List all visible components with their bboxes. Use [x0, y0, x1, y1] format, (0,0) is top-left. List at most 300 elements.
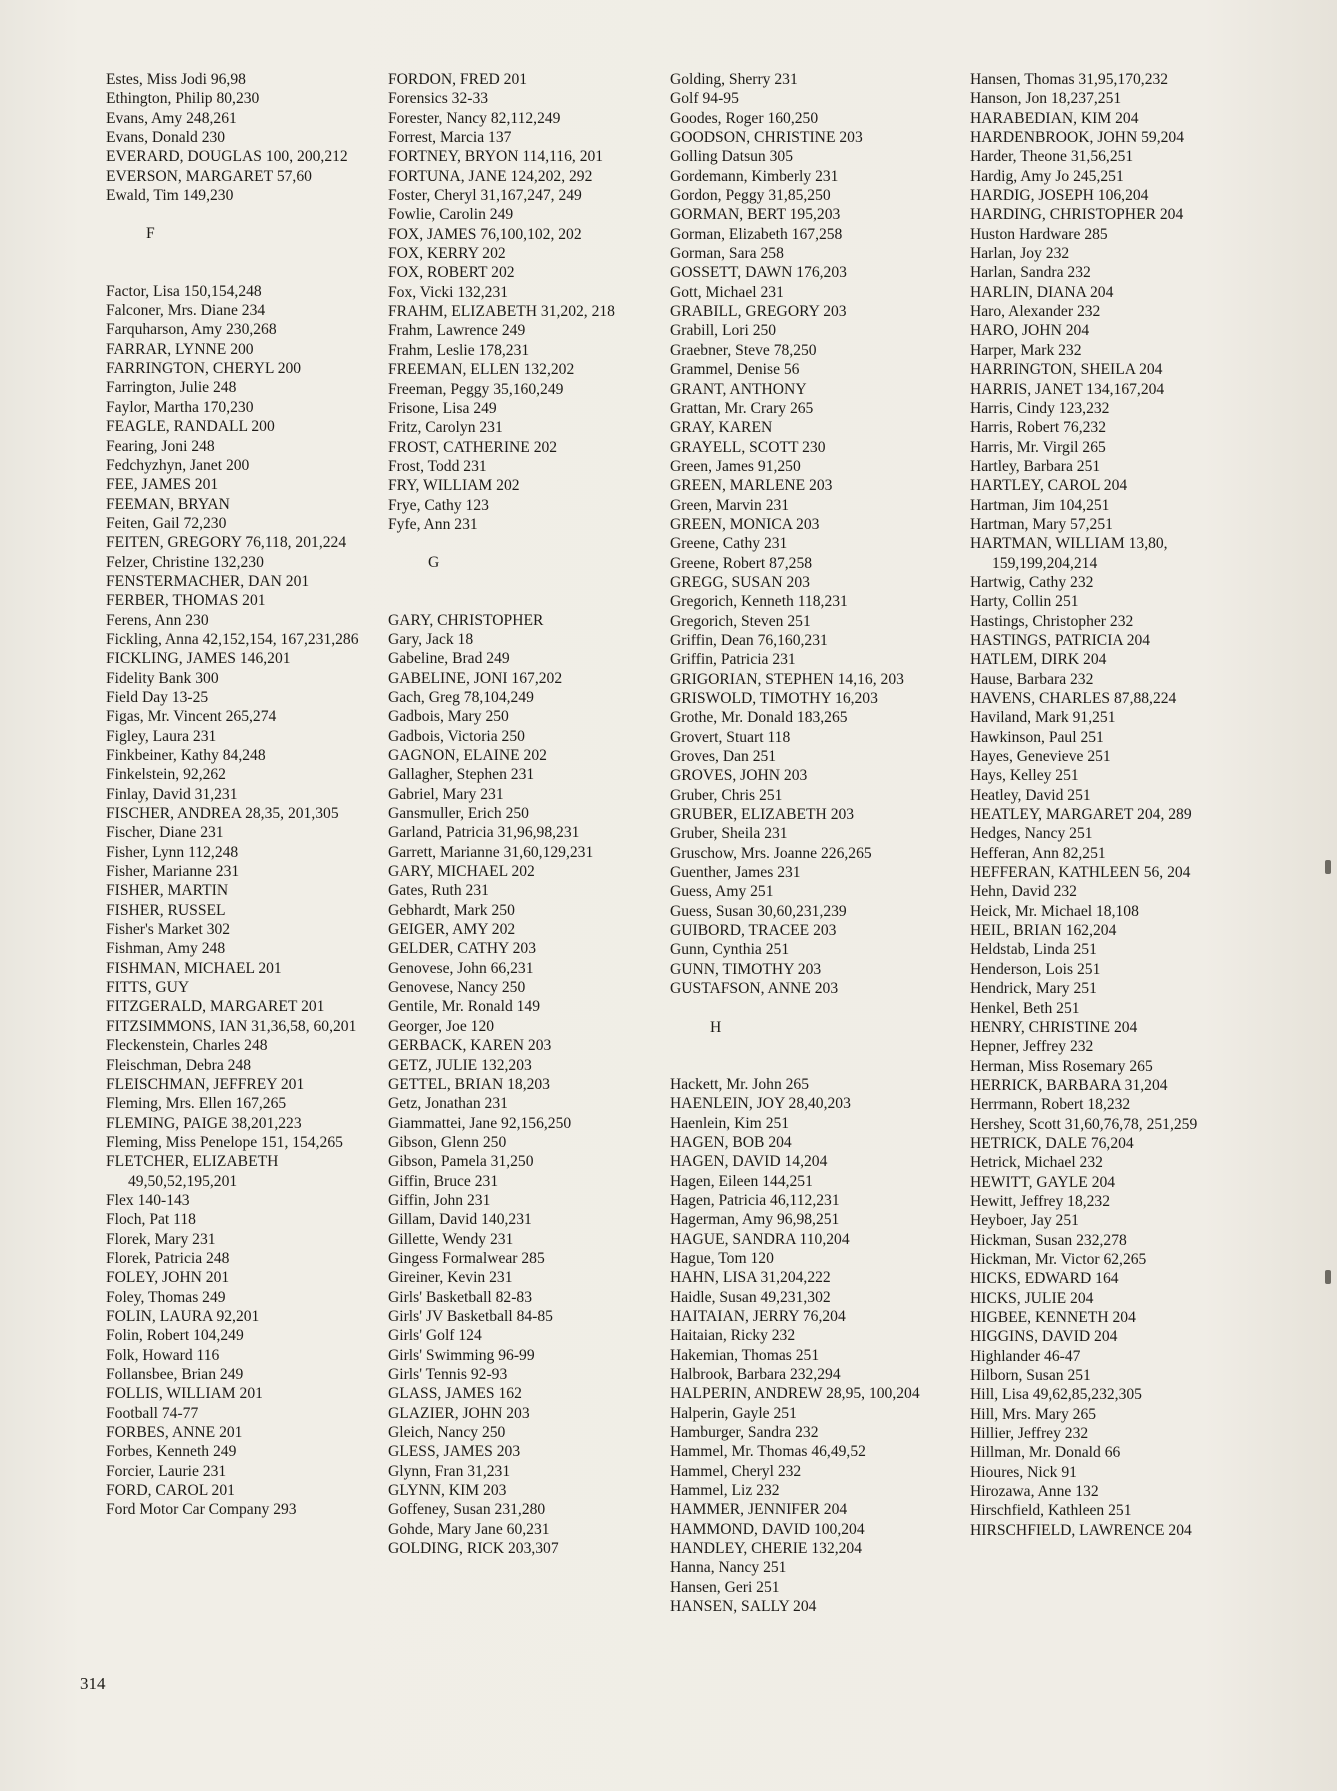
- index-entry: Field Day 13-25: [106, 688, 209, 706]
- index-entry: Hagen, Eileen 144,251: [670, 1172, 813, 1190]
- index-entry: FOLLIS, WILLIAM 201: [106, 1385, 263, 1403]
- index-entry: FORDON, FRED 201: [388, 71, 528, 88]
- index-entry: HEIL, BRIAN 162,204: [970, 922, 1117, 940]
- index-entry: GRABILL, GREGORY 203: [670, 303, 847, 321]
- index-column-3: [670, 70, 955, 1616]
- index-entry: HEWITT, GAYLE 204: [970, 1173, 1116, 1191]
- index-entry: GREEN, MONICA 203: [670, 515, 820, 533]
- index-entry: FORBES, ANNE 201: [106, 1424, 243, 1442]
- index-entry: GRAY, KAREN: [670, 419, 773, 437]
- index-entry: GAGNON, ELAINE 202: [388, 747, 547, 764]
- index-column-2: [388, 70, 658, 1558]
- index-entry: FARRAR, LYNNE 200: [106, 340, 254, 358]
- index-entry: Hehn, David 232: [970, 883, 1077, 901]
- index-entry: Finlay, David 31,231: [106, 785, 238, 803]
- index-entry: Greene, Cathy 231: [670, 535, 788, 553]
- index-entry: Ferens, Ann 230: [106, 611, 209, 629]
- index-entry: FITZSIMMONS, IAN 31,36,58, 60,201: [106, 1017, 357, 1035]
- index-entry: Guess, Amy 251: [670, 883, 774, 901]
- index-entry: Florek, Patricia 248: [106, 1249, 230, 1267]
- index-entry: GELDER, CATHY 203: [388, 940, 536, 958]
- index-entry: Hefferan, Ann 82,251: [970, 844, 1106, 862]
- index-entry: Forester, Nancy 82,112,249: [388, 109, 561, 127]
- index-entry: HETRICK, DALE 76,204: [970, 1134, 1134, 1152]
- index-entry: HAENLEIN, JOY 28,40,203: [670, 1095, 851, 1113]
- index-entry: Fleckenstein, Charles 248: [106, 1037, 268, 1055]
- index-entry: Fleming, Miss Penelope 151, 154,265: [106, 1133, 343, 1151]
- index-entry: Grovert, Stuart 118: [670, 728, 791, 746]
- index-entry: HARO, JOHN 204: [970, 322, 1090, 340]
- index-entry: Flex 140-143: [106, 1191, 190, 1209]
- index-entry: FOX, KERRY 202: [388, 245, 506, 263]
- index-entry: Gary, Jack 18: [388, 630, 474, 648]
- index-entry: Gruschow, Mrs. Joanne 226,265: [670, 844, 872, 862]
- index-entry: Forensics 32-33: [388, 90, 489, 108]
- index-entry: GUSTAFSON, ANNE 203: [670, 980, 839, 998]
- index-entry: Huston Hardware 285: [970, 225, 1108, 243]
- index-entry: FLEMING, PAIGE 38,201,223: [106, 1114, 302, 1132]
- index-entry: GABELINE, JONI 167,202: [388, 669, 563, 687]
- index-entry: HARTLEY, CAROL 204: [970, 477, 1128, 495]
- index-entry: Hastings, Christopher 232: [970, 612, 1134, 630]
- index-entry: FOX, ROBERT 202: [388, 264, 515, 282]
- index-entry: FORTNEY, BRYON 114,116, 201: [388, 148, 604, 166]
- index-entry: Gott, Michael 231: [670, 283, 784, 301]
- index-entry: HICKS, JULIE 204: [970, 1289, 1094, 1307]
- index-entry: Gillette, Wendy 231: [388, 1230, 514, 1248]
- index-entry: Groves, Dan 251: [670, 748, 777, 766]
- section-letter-heading: G: [428, 554, 440, 572]
- index-entry: HARRIS, JANET 134,167,204: [970, 380, 1165, 398]
- index-entry: Harris, Robert 76,232: [970, 419, 1106, 437]
- index-entry: FEITEN, GREGORY 76,118, 201,224: [106, 534, 347, 552]
- index-entry: Frisone, Lisa 249: [388, 399, 497, 417]
- index-entry: Hagerman, Amy 96,98,251: [670, 1211, 840, 1229]
- index-entry: Hartley, Barbara 251: [970, 457, 1101, 475]
- index-entry: Hammel, Cheryl 232: [670, 1462, 802, 1480]
- index-entry: Fisher, Marianne 231: [106, 863, 240, 881]
- index-entry: GROVES, JOHN 203: [670, 767, 808, 785]
- index-entry: Graebner, Steve 78,250: [670, 341, 817, 359]
- index-entry: Estes, Miss Jodi 96,98: [106, 71, 246, 88]
- index-entry: Hakemian, Thomas 251: [670, 1346, 820, 1364]
- index-entry: Hanna, Nancy 251: [670, 1559, 787, 1577]
- index-entry: FLETCHER, ELIZABETH 49,50,52,195,201: [106, 1153, 279, 1190]
- index-entry: HICKS, EDWARD 164: [970, 1270, 1119, 1288]
- index-entry: Harlan, Joy 232: [970, 245, 1070, 263]
- index-entry: Halbrook, Barbara 232,294: [670, 1366, 841, 1383]
- index-entry: HARLIN, DIANA 204: [970, 283, 1114, 301]
- index-entry: GRISWOLD, TIMOTHY 16,203: [670, 690, 878, 707]
- index-entry: Glynn, Fran 31,231: [388, 1462, 511, 1480]
- index-entry: Hansen, Thomas 31,95,170,232: [970, 71, 1169, 88]
- index-entry: Gibson, Glenn 250: [388, 1133, 507, 1151]
- index-entry: Golding, Sherry 231: [670, 71, 798, 88]
- index-entry: FERBER, THOMAS 201: [106, 592, 266, 610]
- index-entry: FEAGLE, RANDALL 200: [106, 418, 275, 436]
- index-entry: Figas, Mr. Vincent 265,274: [106, 708, 277, 726]
- index-entry: Girls' Basketball 82-83: [388, 1288, 532, 1306]
- index-entry: GREGG, SUSAN 203: [670, 573, 810, 591]
- index-entry: Hansen, Geri 251: [670, 1578, 780, 1596]
- index-entry: Forrest, Marcia 137: [388, 129, 512, 147]
- index-entry: GUIBORD, TRACEE 203: [670, 922, 837, 940]
- index-entry: GRAYELL, SCOTT 230: [670, 438, 826, 456]
- index-entry: FORD, CAROL 201: [106, 1482, 235, 1500]
- index-entry: HEFFERAN, KATHLEEN 56, 204: [970, 864, 1191, 882]
- index-entry: Folin, Robert 104,249: [106, 1327, 244, 1345]
- index-entry: HIGBEE, KENNETH 204: [970, 1309, 1136, 1326]
- index-entry: Gach, Greg 78,104,249: [388, 688, 534, 706]
- index-entry: Goodes, Roger 160,250: [670, 109, 819, 127]
- index-entry: Heick, Mr. Michael 18,108: [970, 902, 1139, 920]
- index-entry: Ewald, Tim 149,230: [106, 187, 234, 205]
- index-entry: Hardig, Amy Jo 245,251: [970, 167, 1124, 185]
- index-entry: Harper, Mark 232: [970, 341, 1082, 359]
- index-entry: GOLDING, RICK 203,307: [388, 1540, 559, 1558]
- index-entry: Herman, Miss Rosemary 265: [970, 1057, 1153, 1075]
- index-entry: Hillman, Mr. Donald 66: [970, 1444, 1121, 1462]
- index-entry: Haviland, Mark 91,251: [970, 709, 1116, 727]
- index-entry: Fisher, Lynn 112,248: [106, 843, 239, 861]
- index-entry: Grattan, Mr. Crary 265: [670, 399, 814, 417]
- index-entry: Hartman, Mary 57,251: [970, 515, 1113, 533]
- index-entry: Farrington, Julie 248: [106, 379, 237, 397]
- index-entry: Girls' Swimming 96-99: [388, 1346, 535, 1364]
- index-entry: GETTEL, BRIAN 18,203: [388, 1075, 550, 1093]
- index-entry: Hammel, Mr. Thomas 46,49,52: [670, 1443, 866, 1461]
- index-entry: Gruber, Sheila 231: [670, 825, 788, 843]
- index-column-4: [970, 70, 1250, 1540]
- index-entry: Hartman, Jim 104,251: [970, 496, 1110, 514]
- index-entry: Hetrick, Michael 232: [970, 1154, 1103, 1172]
- index-entry: Gates, Ruth 231: [388, 882, 489, 900]
- index-entry: Goffeney, Susan 231,280: [388, 1501, 546, 1519]
- index-entry: Fritz, Carolyn 231: [388, 419, 503, 437]
- index-entry: Hepner, Jeffrey 232: [970, 1038, 1094, 1056]
- index-entry: Gordon, Peggy 31,85,250: [670, 187, 831, 205]
- index-entry: Ethington, Philip 80,230: [106, 90, 260, 108]
- index-entry: Gansmuller, Erich 250: [388, 805, 529, 823]
- index-entry: HARTMAN, WILLIAM 13,80, 159,199,204,214: [970, 535, 1168, 572]
- index-entry: Gabriel, Mary 231: [388, 785, 504, 803]
- index-entry: Giffin, John 231: [388, 1191, 491, 1209]
- index-entry: FARRINGTON, CHERYL 200: [106, 360, 302, 378]
- index-entry: HALPERIN, ANDREW 28,95, 100,204: [670, 1385, 920, 1403]
- index-entry: FORTUNA, JANE 124,202, 292: [388, 167, 593, 185]
- index-entry: Gallagher, Stephen 231: [388, 766, 535, 784]
- index-entry: HAITAIAN, JERRY 76,204: [670, 1307, 846, 1325]
- index-entry: Fleischman, Debra 248: [106, 1056, 252, 1074]
- index-entry: Finkbeiner, Kathy 84,248: [106, 747, 266, 764]
- index-entry: Hayes, Genevieve 251: [970, 748, 1111, 766]
- index-entry: Fearing, Joni 248: [106, 437, 215, 455]
- index-entry: FRAHM, ELIZABETH 31,202, 218: [388, 303, 615, 321]
- index-entry: FICKLING, JAMES 146,201: [106, 650, 291, 668]
- index-entry: Griffin, Patricia 231: [670, 651, 796, 669]
- index-entry: Haenlein, Kim 251: [670, 1114, 790, 1132]
- index-entry: Hioures, Nick 91: [970, 1463, 1077, 1481]
- index-entry: Grothe, Mr. Donald 183,265: [670, 709, 848, 727]
- index-entry: Hirschfield, Kathleen 251: [970, 1502, 1132, 1520]
- index-entry: Falconer, Mrs. Diane 234: [106, 302, 266, 320]
- index-entry: HANSEN, SALLY 204: [670, 1598, 817, 1616]
- index-entry: Guess, Susan 30,60,231,239: [670, 902, 847, 920]
- index-entry: Felzer, Christine 132,230: [106, 553, 264, 571]
- index-entry: GERBACK, KAREN 203: [388, 1037, 552, 1055]
- index-entry: Gentile, Mr. Ronald 149: [388, 998, 541, 1016]
- index-entry: GREEN, MARLENE 203: [670, 477, 833, 495]
- index-entry: Hershey, Scott 31,60,76,78, 251,259: [970, 1115, 1198, 1133]
- index-entry: Guenther, James 231: [670, 864, 801, 882]
- index-entry: HIGGINS, DAVID 204: [970, 1328, 1118, 1346]
- index-entry: Fowlie, Carolin 249: [388, 206, 514, 224]
- index-entry: Haitaian, Ricky 232: [670, 1327, 796, 1345]
- section-letter-heading: H: [710, 1018, 722, 1036]
- index-entry: FENSTERMACHER, DAN 201: [106, 572, 310, 590]
- index-entry: Getz, Jonathan 231: [388, 1095, 508, 1113]
- index-entry: Halperin, Gayle 251: [670, 1404, 797, 1422]
- index-entry: GUNN, TIMOTHY 203: [670, 960, 822, 978]
- index-entry: HASTINGS, PATRICIA 204: [970, 631, 1151, 649]
- index-entry: GLESS, JAMES 203: [388, 1443, 521, 1461]
- index-entry: HIRSCHFIELD, LAWRENCE 204: [970, 1521, 1192, 1539]
- index-entry: Factor, Lisa 150,154,248: [106, 282, 262, 300]
- index-entry: Heldstab, Linda 251: [970, 941, 1097, 959]
- index-entry: Golf 94-95: [670, 90, 739, 108]
- index-entry: HARDING, CHRISTOPHER 204: [970, 206, 1184, 224]
- index-entry: HAVENS, CHARLES 87,88,224: [970, 690, 1177, 707]
- index-entry: GLYNN, KIM 203: [388, 1482, 507, 1500]
- index-entry: Floch, Pat 118: [106, 1211, 196, 1229]
- index-entry: Haidle, Susan 49,231,302: [670, 1288, 831, 1306]
- index-entry: Gregorich, Kenneth 118,231: [670, 593, 848, 611]
- index-entry: Hillier, Jeffrey 232: [970, 1425, 1089, 1443]
- index-entry: Fischer, Diane 231: [106, 824, 224, 842]
- index-entry: FISCHER, ANDREA 28,35, 201,305: [106, 805, 339, 823]
- index-entry: Henderson, Lois 251: [970, 960, 1101, 978]
- index-entry: HAMMER, JENNIFER 204: [670, 1501, 848, 1519]
- index-entry: Freeman, Peggy 35,160,249: [388, 380, 564, 398]
- index-entry: HENRY, CHRISTINE 204: [970, 1018, 1138, 1036]
- index-entry: HARDIG, JOSEPH 106,204: [970, 187, 1149, 205]
- index-entry: HAGUE, SANDRA 110,204: [670, 1230, 850, 1248]
- index-entry: FISHER, RUSSEL: [106, 901, 226, 919]
- index-entry: HERRICK, BARBARA 31,204: [970, 1076, 1168, 1094]
- index-entry: FOX, JAMES 76,100,102, 202: [388, 225, 582, 243]
- index-entry: FITTS, GUY: [106, 979, 190, 997]
- index-entry: Girls' JV Basketball 84-85: [388, 1307, 553, 1325]
- index-entry: Gorman, Elizabeth 167,258: [670, 225, 843, 243]
- index-entry: FROST, CATHERINE 202: [388, 438, 558, 456]
- index-entry: Grammel, Denise 56: [670, 361, 800, 379]
- index-entry: HARDENBROOK, JOHN 59,204: [970, 129, 1184, 147]
- index-entry: GOSSETT, DAWN 176,203: [670, 264, 847, 282]
- index-entry: Gleich, Nancy 250: [388, 1424, 506, 1442]
- index-entry: Hays, Kelley 251: [970, 767, 1079, 785]
- index-entry: Figley, Laura 231: [106, 727, 217, 745]
- index-entry: Fox, Vicki 132,231: [388, 283, 509, 301]
- index-entry: HEATLEY, MARGARET 204, 289: [970, 806, 1192, 824]
- index-entry: Gibson, Pamela 31,250: [388, 1153, 534, 1171]
- index-entry: Haro, Alexander 232: [970, 303, 1101, 321]
- section-letter-heading: F: [146, 225, 155, 243]
- index-entry: Georger, Joe 120: [388, 1017, 495, 1035]
- index-entry: Genovese, Nancy 250: [388, 979, 526, 997]
- index-entry: Gorman, Sara 258: [670, 245, 784, 263]
- index-entry: Frahm, Lawrence 249: [388, 322, 526, 340]
- page-number: 314: [80, 1674, 106, 1693]
- index-entry: Gruber, Chris 251: [670, 786, 783, 804]
- index-entry: GRUBER, ELIZABETH 203: [670, 806, 855, 824]
- index-entry: GOODSON, CHRISTINE 203: [670, 129, 863, 147]
- index-entry: Hause, Barbara 232: [970, 670, 1094, 688]
- index-entry: HATLEM, DIRK 204: [970, 651, 1107, 669]
- index-entry: FLEISCHMAN, JEFFREY 201: [106, 1075, 305, 1093]
- index-entry: Ford Motor Car Company 293: [106, 1501, 297, 1519]
- index-entry: FREEMAN, ELLEN 132,202: [388, 361, 575, 379]
- index-entry: Farquharson, Amy 230,268: [106, 321, 277, 339]
- index-entry: Grabill, Lori 250: [670, 322, 777, 340]
- index-entry: FITZGERALD, MARGARET 201: [106, 998, 325, 1016]
- index-entry: Gireiner, Kevin 231: [388, 1269, 513, 1287]
- index-entry: Evans, Amy 248,261: [106, 109, 237, 127]
- index-entry: Green, Marvin 231: [670, 496, 790, 514]
- index-entry: HAGEN, BOB 204: [670, 1133, 792, 1151]
- index-entry: HAHN, LISA 31,204,222: [670, 1269, 831, 1287]
- index-entry: Forbes, Kenneth 249: [106, 1443, 237, 1461]
- index-entry: Gebhardt, Mark 250: [388, 901, 515, 919]
- index-entry: Hawkinson, Paul 251: [970, 728, 1104, 746]
- index-entry: FEE, JAMES 201: [106, 476, 219, 494]
- index-entry: Gohde, Mary Jane 60,231: [388, 1520, 550, 1538]
- index-entry: Harty, Collin 251: [970, 593, 1079, 611]
- index-column-1: [106, 70, 366, 1520]
- index-entry: Herrmann, Robert 18,232: [970, 1096, 1131, 1114]
- index-entry: Hackett, Mr. John 265: [670, 1075, 810, 1093]
- index-entry: HAMMOND, DAVID 100,204: [670, 1520, 865, 1538]
- index-entry: FOLIN, LAURA 92,201: [106, 1307, 260, 1325]
- index-entry: HARABEDIAN, KIM 204: [970, 109, 1139, 127]
- index-entry: Griffin, Dean 76,160,231: [670, 631, 828, 649]
- index-entry: Frye, Cathy 123: [388, 496, 489, 514]
- index-entry: GEIGER, AMY 202: [388, 921, 516, 939]
- index-entry: EVERSON, MARGARET 57,60: [106, 167, 312, 185]
- index-entry: Hickman, Mr. Victor 62,265: [970, 1250, 1147, 1268]
- index-entry: Gingess Formalwear 285: [388, 1249, 545, 1267]
- index-entry: Hilborn, Susan 251: [970, 1367, 1091, 1385]
- index-entry: HANDLEY, CHERIE 132,204: [670, 1540, 863, 1558]
- index-entry: GETZ, JULIE 132,203: [388, 1056, 532, 1074]
- index-entry: Girls' Tennis 92-93: [388, 1366, 508, 1383]
- index-entry: Heatley, David 251: [970, 786, 1091, 804]
- index-entry: GORMAN, BERT 195,203: [670, 206, 841, 224]
- index-entry: Greene, Robert 87,258: [670, 554, 813, 572]
- edge-mark: [1325, 860, 1331, 874]
- index-entry: EVERARD, DOUGLAS 100, 200,212: [106, 148, 348, 166]
- index-entry: FISHMAN, MICHAEL 201: [106, 959, 282, 977]
- index-entry: Hamburger, Sandra 232: [670, 1424, 819, 1442]
- index-entry: Evans, Donald 230: [106, 129, 226, 147]
- index-entry: Heyboer, Jay 251: [970, 1212, 1079, 1230]
- index-entry: Gunn, Cynthia 251: [670, 941, 790, 959]
- index-entry: Genovese, John 66,231: [388, 959, 534, 977]
- index-entry: GARY, CHRISTOPHER: [388, 611, 544, 629]
- index-entry: Faylor, Martha 170,230: [106, 398, 254, 416]
- index-entry: Gabeline, Brad 249: [388, 650, 510, 668]
- index-entry: Hagen, Patricia 46,112,231: [670, 1191, 840, 1209]
- index-entry: Frost, Todd 231: [388, 457, 487, 475]
- index-entry: Gadbois, Victoria 250: [388, 727, 525, 745]
- index-entry: Fleming, Mrs. Ellen 167,265: [106, 1095, 287, 1113]
- index-entry: Garland, Patricia 31,96,98,231: [388, 824, 580, 842]
- index-entry: Hill, Mrs. Mary 265: [970, 1405, 1097, 1423]
- index-entry: Fyfe, Ann 231: [388, 515, 478, 533]
- index-entry: GRANT, ANTHONY: [670, 380, 807, 398]
- index-entry: Foster, Cheryl 31,167,247, 249: [388, 187, 582, 205]
- index-entry: GLAZIER, JOHN 203: [388, 1404, 530, 1422]
- index-entry: Girls' Golf 124: [388, 1327, 482, 1345]
- index-entry: HAGEN, DAVID 14,204: [670, 1153, 828, 1171]
- index-entry: Football 74-77: [106, 1404, 199, 1422]
- index-entry: GLASS, JAMES 162: [388, 1385, 522, 1403]
- index-entry: Giammattei, Jane 92,156,250: [388, 1114, 572, 1132]
- index-entry: Follansbee, Brian 249: [106, 1366, 244, 1383]
- index-entry: Gadbois, Mary 250: [388, 708, 509, 726]
- index-entry: Gillam, David 140,231: [388, 1211, 532, 1229]
- index-entry: Frahm, Leslie 178,231: [388, 341, 530, 359]
- index-entry: Gregorich, Steven 251: [670, 612, 811, 630]
- index-entry: Harlan, Sandra 232: [970, 264, 1091, 282]
- index-entry: Golling Datsun 305: [670, 148, 794, 166]
- index-entry: Hammel, Liz 232: [670, 1482, 780, 1500]
- index-entry: Finkelstein, 92,262: [106, 766, 226, 784]
- index-entry: Folk, Howard 116: [106, 1346, 220, 1364]
- index-entry: Highlander 46-47: [970, 1347, 1081, 1365]
- index-entry: Forcier, Laurie 231: [106, 1462, 227, 1480]
- index-entry: Hague, Tom 120: [670, 1249, 774, 1267]
- index-entry: Florek, Mary 231: [106, 1230, 216, 1248]
- index-entry: Hartwig, Cathy 232: [970, 573, 1094, 591]
- index-entry: Harris, Mr. Virgil 265: [970, 438, 1106, 456]
- index-entry: GRIGORIAN, STEPHEN 14,16, 203: [670, 670, 904, 688]
- index-entry: Feiten, Gail 72,230: [106, 514, 227, 532]
- index-entry: Fickling, Anna 42,152,154, 167,231,286: [106, 630, 359, 648]
- index-entry: Giffin, Bruce 231: [388, 1172, 499, 1190]
- index-entry: Hanson, Jon 18,237,251: [970, 90, 1122, 108]
- index-entry: GARY, MICHAEL 202: [388, 863, 535, 881]
- index-entry: Hedges, Nancy 251: [970, 825, 1093, 843]
- index-entry: Gordemann, Kimberly 231: [670, 167, 839, 185]
- index-entry: Foley, Thomas 249: [106, 1288, 226, 1306]
- index-entry: Fisher's Market 302: [106, 921, 231, 939]
- index-entry: Fedchyzhyn, Janet 200: [106, 456, 250, 474]
- index-entry: FEEMAN, BRYAN: [106, 495, 230, 513]
- index-entry: FISHER, MARTIN: [106, 882, 229, 900]
- index-entry: Green, James 91,250: [670, 457, 801, 475]
- index-entry: Fishman, Amy 248: [106, 940, 226, 958]
- index-entry: Henkel, Beth 251: [970, 999, 1080, 1017]
- index-entry: Hirozawa, Anne 132: [970, 1483, 1099, 1501]
- index-entry: FRY, WILLIAM 202: [388, 477, 520, 495]
- edge-mark: [1325, 1270, 1331, 1284]
- index-entry: Hendrick, Mary 251: [970, 980, 1097, 998]
- index-entry: Hewitt, Jeffrey 18,232: [970, 1192, 1111, 1210]
- index-entry: Harder, Theone 31,56,251: [970, 148, 1134, 166]
- index-entry: Fidelity Bank 300: [106, 669, 219, 687]
- index-entry: FOLEY, JOHN 201: [106, 1269, 230, 1287]
- index-entry: Harris, Cindy 123,232: [970, 399, 1110, 417]
